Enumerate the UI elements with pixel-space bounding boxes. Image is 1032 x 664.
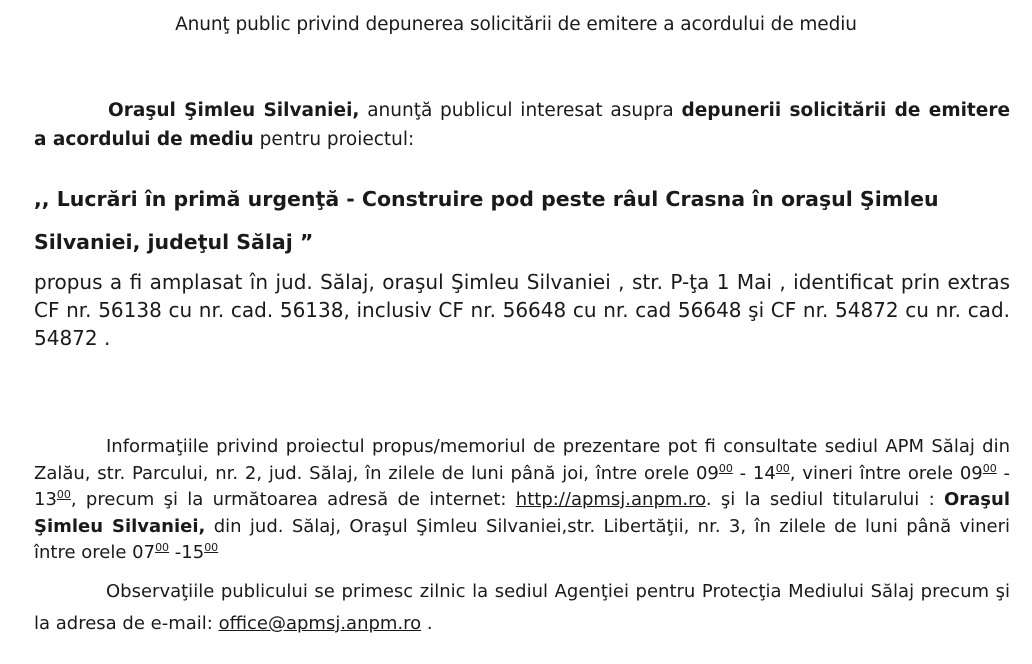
info-text-6: din jud. Sălaj, Oraşul Şimleu Silvaniei,str. Libertăţii, nr. 3, în zilele de luni până vineri între orele 07: [34, 515, 1010, 563]
time-superscript: 00: [56, 488, 71, 501]
info-paragraph: [34, 434, 1010, 567]
time-superscript: 00: [718, 461, 733, 475]
entity-name: Oraşul Şimleu Silvaniei,: [108, 100, 360, 121]
info-text-b: - 14: [732, 462, 776, 484]
intro-paragraph: [34, 96, 1010, 154]
info-text-4: , precum şi la următoarea adresă de internet:: [70, 489, 516, 510]
observations-text: Observaţiile publicului se primesc zilnic la sediul Agenţiei pentru Protecţia Mediului Sălaj precum şi la adresa de e-mail:: [34, 581, 1010, 634]
location-paragraph: propus a fi amplasat în jud. Sălaj, oraşul Şimleu Silvaniei , str. P-ţa 1 Mai , identificat prin extras CF nr. 56138 cu nr. cad. 56138, inclusiv CF nr. 56648 cu nr. cad 56648 şi CF nr. 54872 cu nr. cad. 54872 .: [34, 270, 1010, 350]
holder-name: Oraşul Şimleu Silvaniei,: [34, 489, 1010, 537]
observations-end: .: [421, 613, 433, 634]
info-text-3: - 13: [34, 462, 1011, 510]
time-superscript: 00: [155, 541, 170, 554]
document-title: Anunţ public privind depunerea solicitării de emitere a acordului de mediu: [175, 14, 857, 35]
intro-text-2: pentru proiectul:: [253, 129, 415, 150]
info-text-1: Informaţiile privind proiectul propus/memoriul de prezentare pot fi consultate sediul APM Sălaj din Zalău, str. Parcului, nr. 2, jud. Sălaj, în zilele de luni până joi, între orele 09: [34, 436, 1010, 484]
project-title: ,, Lucrări în primă urgenţă - Construire pod peste râul Crasna în oraşul Şimleu Silvaniei, judeţul Sălaj ”: [34, 187, 939, 254]
time-superscript: 00: [204, 541, 219, 554]
intro-bold-phrase: depunerii solicitării de emitere a acordului de mediu: [34, 100, 1010, 150]
intro-text-1: anunţă publicul interesat asupra: [359, 100, 682, 121]
website-link[interactable]: http://apmsj.anpm.ro: [515, 489, 706, 510]
info-text-2: , vineri între orele 09: [789, 462, 983, 484]
observations-paragraph: [34, 576, 1010, 640]
time-superscript: 00: [775, 461, 790, 475]
email-link[interactable]: office@apmsj.anpm.ro: [218, 613, 422, 634]
info-text-5: . şi la sediul titularului :: [705, 489, 944, 510]
time-superscript: 00: [982, 461, 997, 475]
info-text-7: -15: [169, 542, 205, 563]
